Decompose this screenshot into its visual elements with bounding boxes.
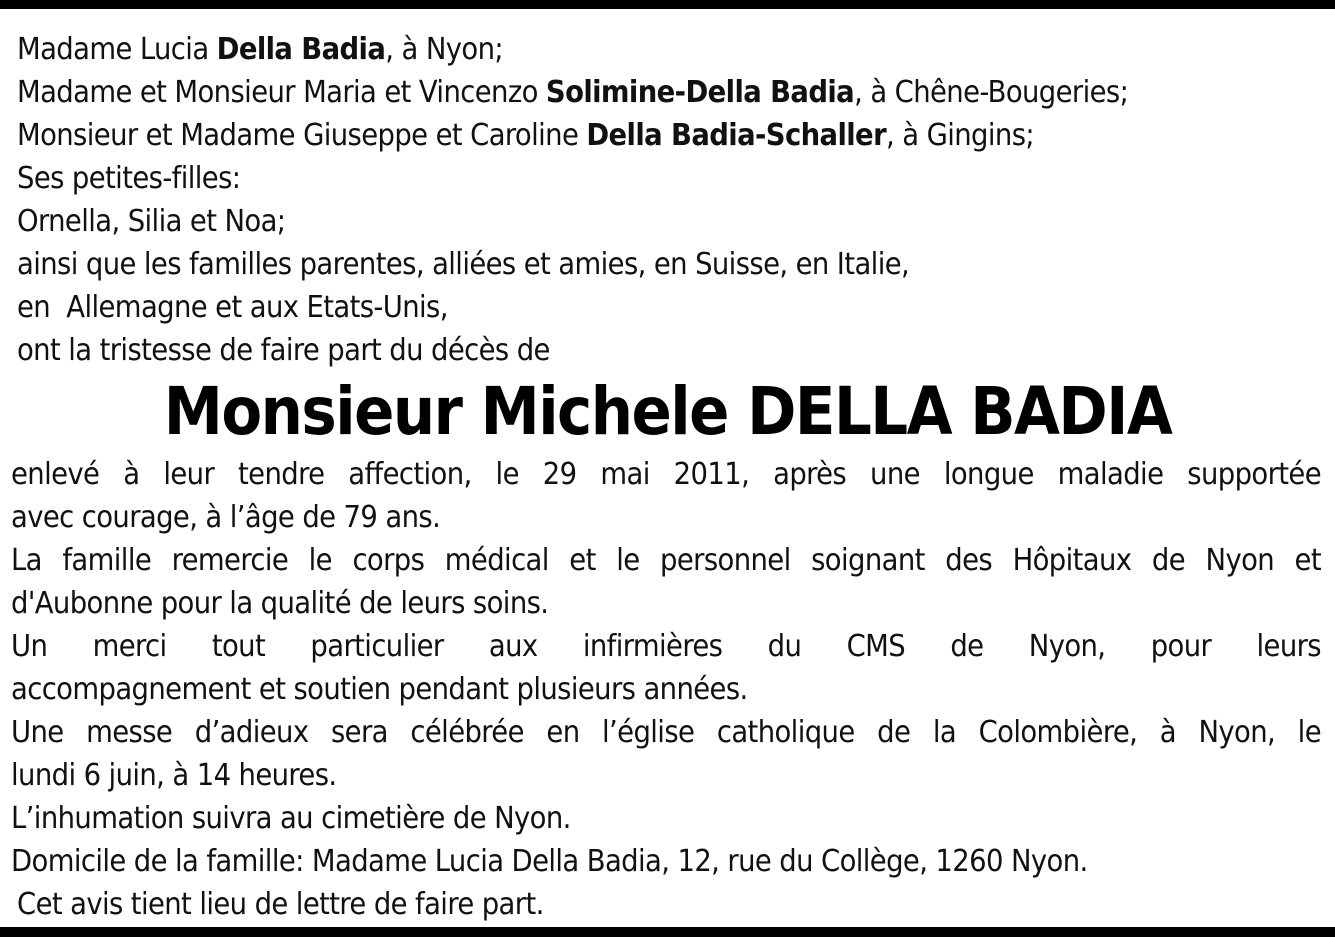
family-line-place: , à Chêne-Bougeries;	[854, 75, 1129, 110]
family-line	[17, 243, 1327, 286]
body-line: Cet avis tient lieu de lettre de faire part.	[17, 887, 544, 922]
body-line: Un merci tout particulier aux infirmières du CMS de Nyon, pour leurs	[11, 629, 1321, 664]
family-surname: Della Badia	[216, 32, 386, 67]
family-line-text: ont la tristesse de faire part du décès de	[17, 333, 550, 368]
family-line-text: ainsi que les familles parentes, alliées et amies, en Suisse, en Italie,	[17, 247, 910, 282]
deceased-name-heading: Monsieur Michele DELLA BADIA	[163, 373, 1172, 450]
family-line	[17, 28, 1327, 71]
family-surname: Solimine-Della Badia	[545, 75, 855, 110]
family-line-text: en Allemagne et aux Etats-Unis,	[17, 290, 448, 325]
family-line-text: Ornella, Silia et Noa;	[17, 204, 286, 239]
body-line: Domicile de la famille: Madame Lucia Della Badia, 12, rue du Collège, 1260 Nyon.	[11, 844, 1088, 879]
family-line	[17, 71, 1327, 114]
family-line	[17, 114, 1327, 157]
family-line-text: Madame et Monsieur Maria et Vincenzo	[17, 75, 546, 110]
family-line-text: Madame Lucia	[17, 32, 217, 67]
family-line	[17, 329, 1327, 372]
announcement-body	[11, 453, 1321, 926]
body-line: La famille remercie le corps médical et le personnel soignant des Hôpitaux de Nyon et	[11, 543, 1321, 578]
top-border-rule	[0, 0, 1335, 9]
bottom-border-rule	[0, 927, 1335, 937]
family-line	[17, 286, 1327, 329]
family-line	[17, 157, 1327, 200]
family-line-place: , à Gingins;	[886, 118, 1035, 153]
family-list	[17, 28, 1327, 372]
body-line: enlevé à leur tendre affection, le 29 mai 2011, après une longue maladie supportée	[11, 457, 1321, 492]
family-line	[17, 200, 1327, 243]
body-line: accompagnement et soutien pendant plusieurs années.	[11, 672, 748, 707]
body-line: Une messe d’adieux sera célébrée en l’église catholique de la Colombière, à Nyon, le	[11, 715, 1321, 750]
body-line: lundi 6 juin, à 14 heures.	[11, 758, 337, 793]
family-line-place: , à Nyon;	[385, 32, 504, 67]
family-line-text: Monsieur et Madame Giuseppe et Caroline	[17, 118, 587, 153]
body-line: avec courage, à l’âge de 79 ans.	[11, 500, 441, 535]
family-line-text: Ses petites-filles:	[17, 161, 241, 196]
body-line: L’inhumation suivra au cimetière de Nyon.	[11, 801, 571, 836]
family-surname: Della Badia-Schaller	[586, 118, 887, 153]
body-line: d'Aubonne pour la qualité de leurs soins.	[11, 586, 549, 621]
